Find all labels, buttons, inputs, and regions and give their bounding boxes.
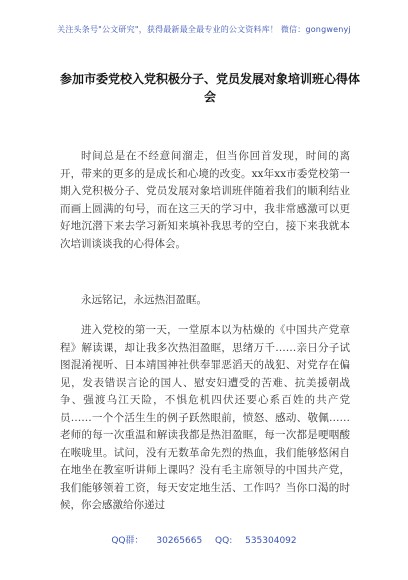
header-note: 关注头条号"公文研究"，获得最新最全最专业的公文资料库！ 微信：gongwenyj	[57, 25, 351, 34]
footer-note: QQ群： 30265665 QQ: 535304092	[111, 536, 297, 546]
paragraph-heading: 永远铭记，永远热泪盈眶。	[81, 294, 207, 306]
document-title: 参加市委党校入党积极分子、党员发展对象培训班心得体会	[60, 72, 361, 104]
paragraph-body: 进入党校的第一天，一堂原本以为枯燥的《中国共产党章程》解读课，却让我多次热泪盈眶，思绪万千……亲日分子试图混淆视听、日本靖国神社供奉罪恶滔天的战犯、对党存在偏见，发表错误言论的国人、慰安妇遭受的苦难、抗美援朝战争、强渡乌江天险，不惧危机四伏还要心系百姓的共产党员……一个个活生生的例子跃然眼前，愤怒、感动、敬佩……老师的每一次重温和解读我都是热泪盈眶，每一次都是哽咽酸在喉咙里。试问，没有无数革命先烈的热血，我们能够悠闲自在地坐在教室听讲师上课吗？没有毛主席领导的中国共产党，我们能够领着工资，每天安定地生活、工作吗？当你口渴的时候，你会感激给你递过	[60, 324, 350, 511]
paragraph-intro: 时间总是在不经意间溜走，但当你回首发现，时间的离开，带来的更多的是成长和心境的改变。xx年xx市委党校第一期入党积极分子、党员发展对象培训班伴随着我们的顺利结业而画上圆满的句号，而在这三天的学习中，我非常感激可以更好地沉潜下来去学习新知来填补我思考的空白，接下来我就本次培训谈谈我的心得体会。	[60, 150, 350, 250]
